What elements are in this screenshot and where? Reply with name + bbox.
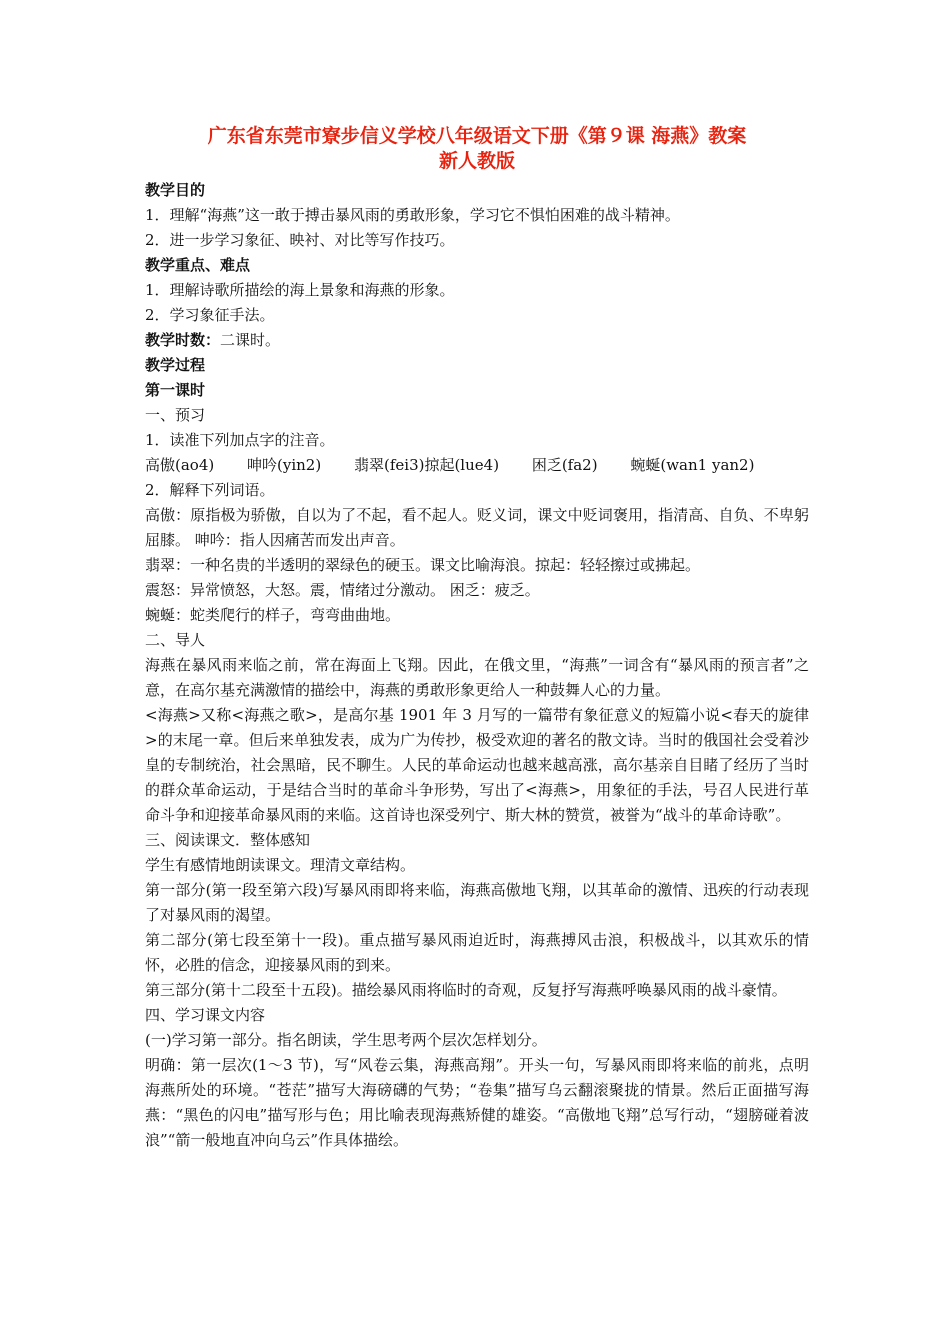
heading-first-lesson: 第一课时 — [145, 381, 206, 399]
intro-paragraph: 海燕在暴风雨来临之前，常在海面上飞翔。因此，在俄文里，“海燕”一词含有“暴风雨的预言者”之意，在高尔基充满激情的描绘中，海燕的勇敢形象更给人一种鼓舞人心的力量。 — [145, 656, 809, 699]
reading-paragraph: 第三部分(第十二段至十五段)。描绘暴风雨将临时的奇观，反复抒写海燕呼唤暴风雨的战斗豪情。 — [145, 981, 787, 999]
section-introduction: 二、导人 — [145, 631, 206, 649]
word-explanation: 高傲：原指极为骄傲，自以为了不起，看不起人。贬义词，课文中贬词褒用，指清高、自负、不卑躬屈膝。 呻吟：指人因痛苦而发出声音。 — [145, 506, 809, 549]
title-line-1: 广东省东莞市寮步信义学校八年级语文下册《第９课 海燕》教案 — [207, 125, 747, 147]
teaching-hours-value: 二课时。 — [220, 331, 281, 349]
pron-item: 翡翠(fei3)掠起(lue4) — [353, 456, 500, 474]
study-paragraph: 明确：第一层次(1～3 节)，写“风卷云集，海燕高翔”。开头一句，写暴风雨即将来临的前兆，点明海燕所处的环境。“苍茫”描写大海磅礴的气势；“卷集”描写乌云翻滚聚拢的情景。然后正面描写海燕：“黑色的闪电”描写形与色；用比喻表现海燕矫健的雄姿。“高傲地飞翔”总写行动，“翅膀碰着波浪”“箭一般地直冲向乌云”作具体描绘。 — [145, 1056, 809, 1149]
heading-teaching-process: 教学过程 — [145, 356, 206, 374]
preview-item-1: 1．读准下列加点字的注音。 — [145, 431, 335, 449]
reading-paragraph: 学生有感情地朗读课文。理清文章结构。 — [145, 856, 416, 874]
preview-item-2: 2．解释下列词语。 — [145, 481, 275, 499]
word-explanation: 蜿蜒：蛇类爬行的样子，弯弯曲曲地。 — [145, 606, 401, 624]
goal-item-2: 2．进一步学习象征、映衬、对比等写作技巧。 — [145, 231, 455, 249]
section-reading: 三、阅读课文．整体感知 — [145, 831, 311, 849]
pron-item: 蜿蜒(wan1 yan2) — [630, 456, 755, 474]
heading-key-points: 教学重点、难点 — [145, 256, 251, 274]
key-item-2: 2．学习象征手法。 — [145, 306, 275, 324]
reading-paragraph: 第二部分(第七段至第十一段)。重点描写暴风雨迫近时，海燕搏风击浪，积极战斗，以其欢乐的情怀，必胜的信念，迎接暴风雨的到来。 — [145, 931, 809, 974]
title-line-2: 新人教版 — [438, 150, 515, 172]
pronunciation-list — [145, 453, 809, 478]
teaching-hours — [145, 328, 809, 353]
reading-paragraph: 第一部分(第一段至第六段)写暴风雨即将来临，海燕高傲地飞翔，以其革命的激情、迅疾的行动表现了对暴风雨的渴望。 — [145, 881, 809, 924]
section-preview: 一、预习 — [145, 406, 206, 424]
intro-paragraph: <海燕>又称<海燕之歌>，是高尔基 1901 年 3 月写的一篇带有象征意义的短篇小说<春天的旋律>的末尾一章。但后来单独发表，成为广为传抄，极受欢迎的著名的散文诗。当时的俄国社会受着沙皇的专制统治，社会黑暗，民不聊生。人民的革命运动也越来越高涨，高尔基亲自目睹了经历了当时的群众革命运动，于是结合当时的革命斗争形势，写出了<海燕>，用象征的手法，号召人民进行革命斗争和迎接革命暴风雨的来临。这首诗也深受列宁、斯大林的赞赏，被誉为“战斗的革命诗歌”。 — [145, 706, 809, 824]
key-item-1: 1．理解诗歌所描绘的海上景象和海燕的形象。 — [145, 281, 455, 299]
pron-item: 困乏(fa2) — [531, 456, 598, 474]
section-study-content: 四、学习课文内容 — [145, 1006, 266, 1024]
document-title — [145, 124, 809, 174]
teaching-hours-label: 教学时数： — [145, 331, 221, 349]
goal-item-1: 1．理解“海燕”这一敢于搏击暴风雨的勇敢形象，学习它不惧怕困难的战斗精神。 — [145, 206, 680, 224]
pron-item: 高傲(ao4) — [145, 456, 215, 474]
document-page — [145, 124, 809, 1153]
heading-teaching-goal: 教学目的 — [145, 181, 206, 199]
word-explanation: 震怒：异常愤怒，大怒。震，情绪过分激动。 困乏：疲乏。 — [145, 581, 540, 599]
pron-item: 呻吟(yin2) — [247, 456, 322, 474]
study-paragraph: (一)学习第一部分。指名朗读，学生思考两个层次怎样划分。 — [145, 1031, 547, 1049]
word-explanation: 翡翠：一种名贵的半透明的翠绿色的硬玉。课文比喻海浪。掠起：轻轻擦过或拂起。 — [145, 556, 701, 574]
